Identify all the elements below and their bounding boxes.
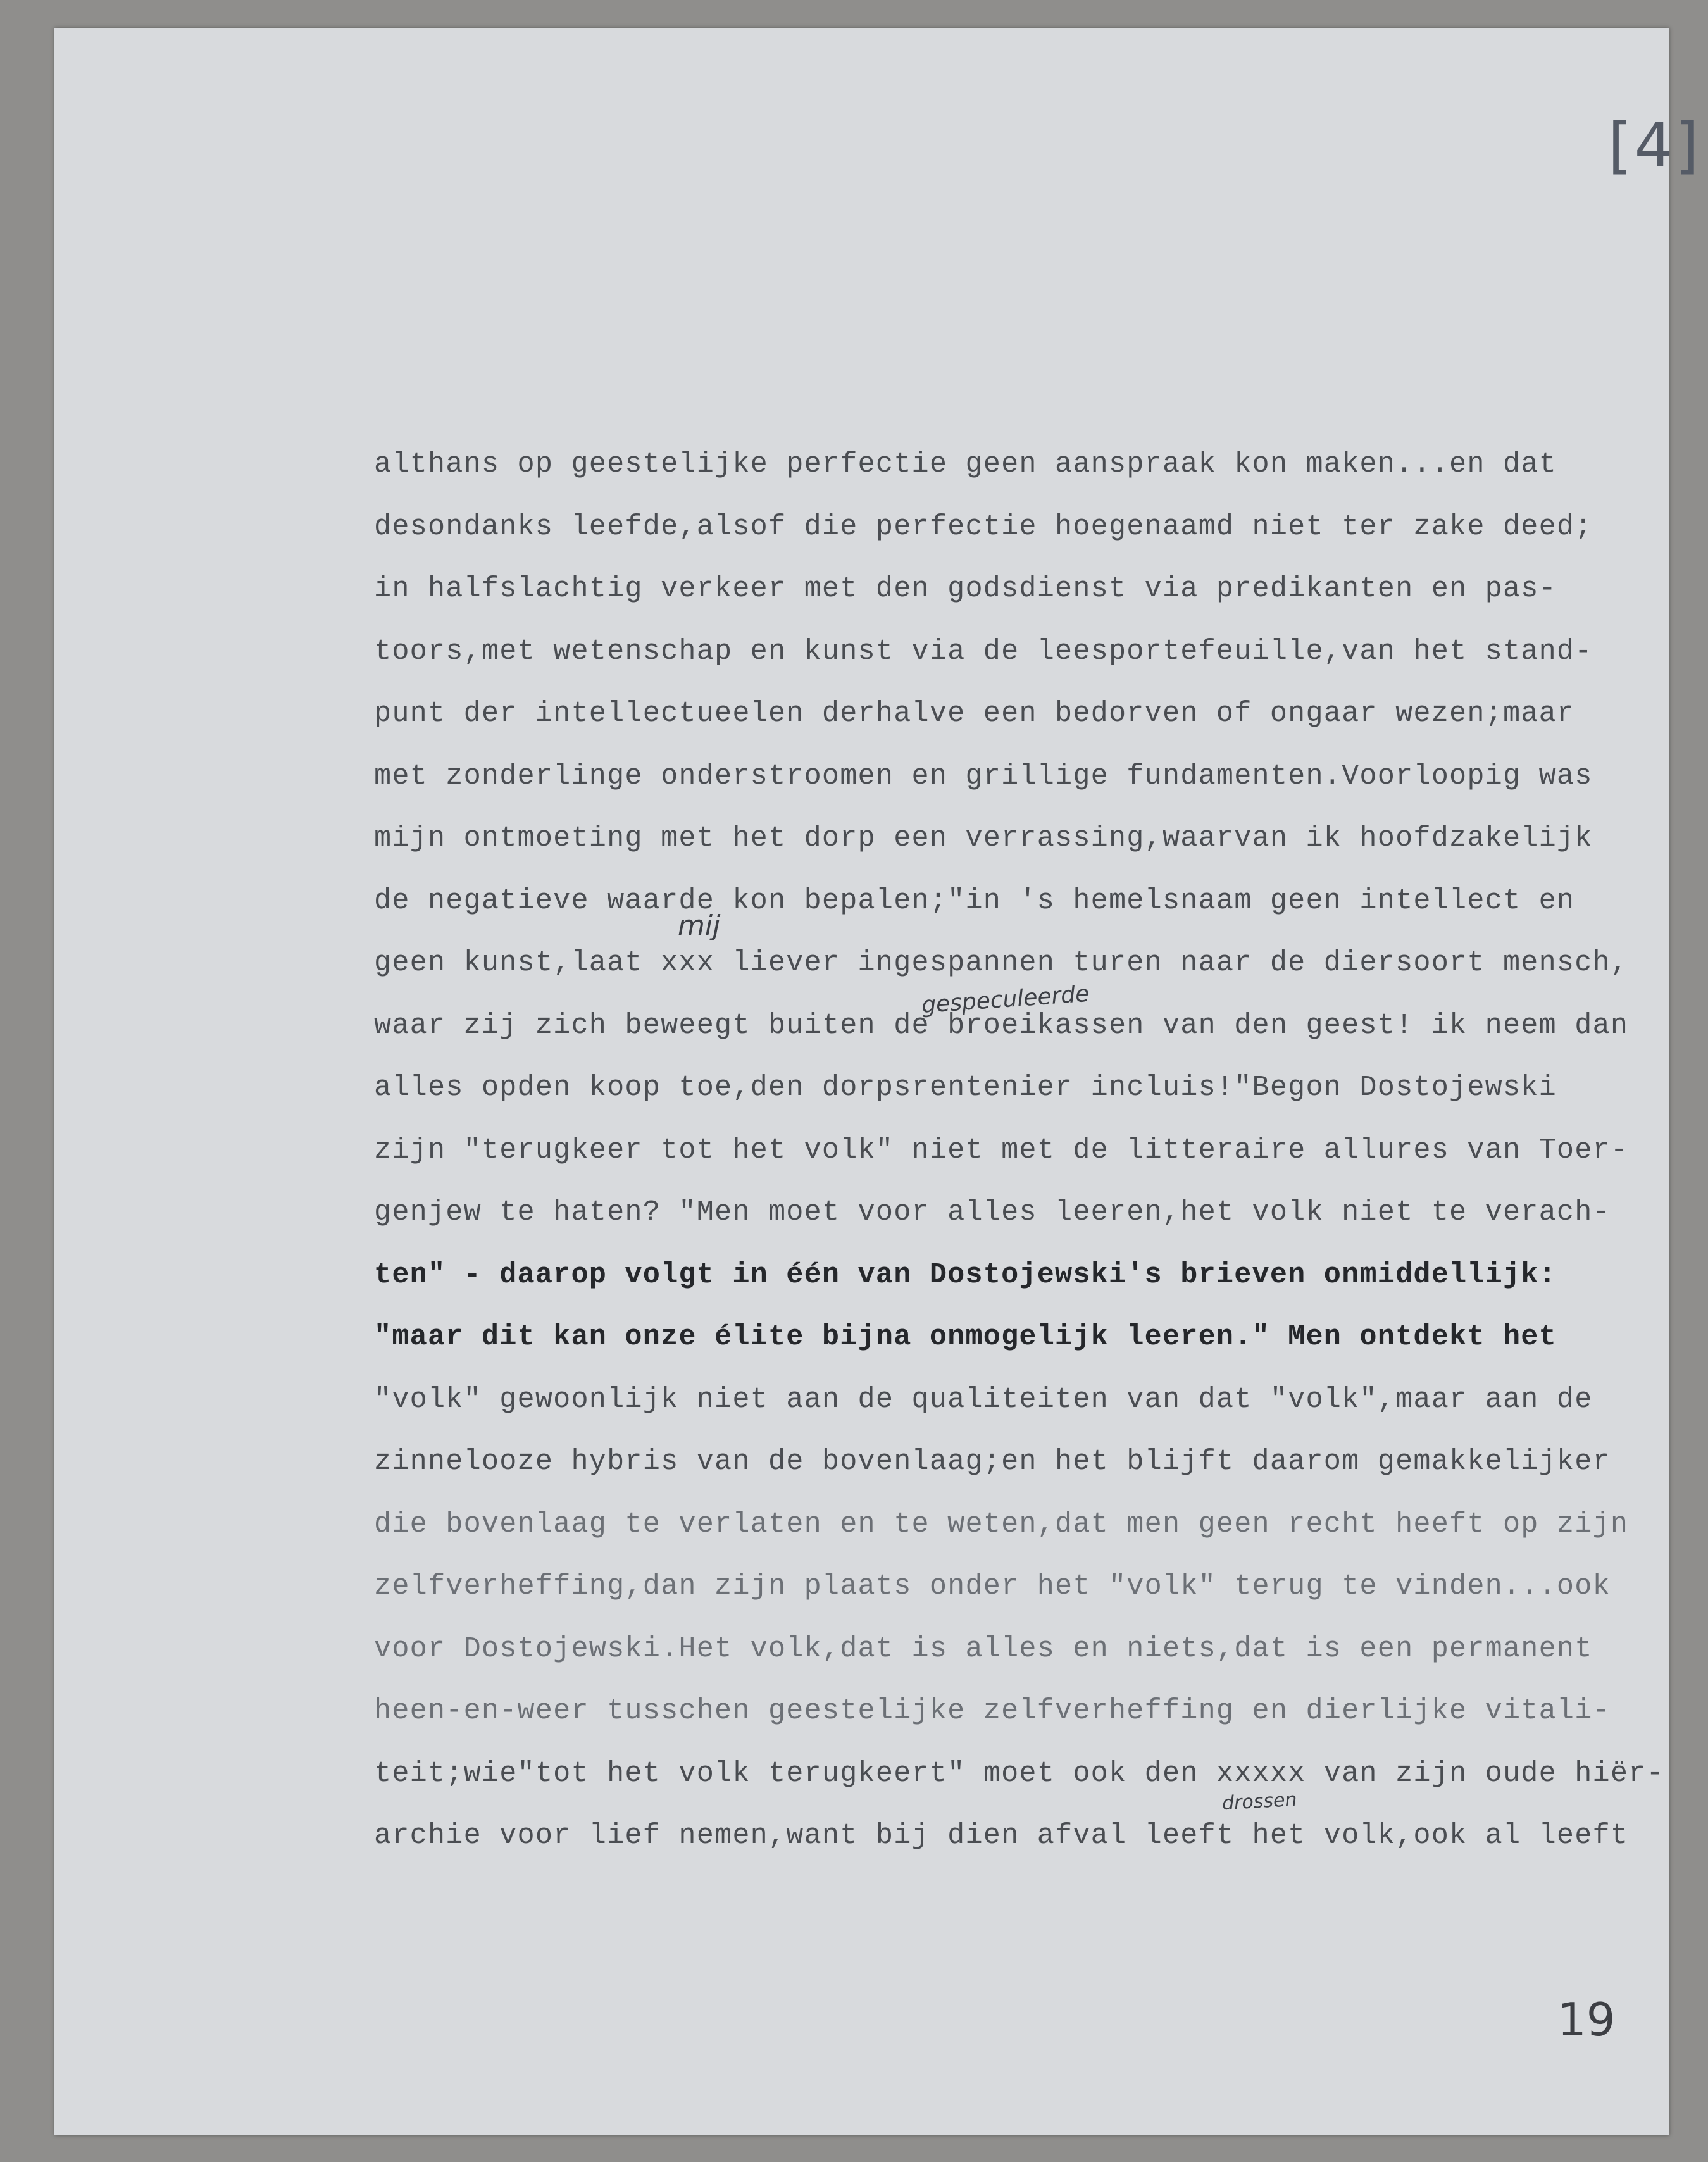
handwritten-insertion-drossen: drossen	[1221, 1788, 1298, 1815]
text-line: teit;wie"tot het volk terugkeert" moet ook den xxxxx van zijn oude hiër-	[374, 1756, 1664, 1790]
text-line: die bovenlaag te verlaten en te weten,dat men geen recht heeft op zijn	[374, 1507, 1629, 1540]
page-number: [4]	[1608, 110, 1702, 181]
text-line: althans op geestelijke perfectie geen aanspraak kon maken...en dat	[374, 447, 1557, 480]
folio-number: 19	[1557, 1993, 1616, 2046]
text-line: met zonderlinge onderstroomen en grillige fundamenten.Voorloopig was	[374, 759, 1593, 792]
text-line: in halfslachtig verkeer met den godsdienst via predikanten en pas-	[374, 572, 1557, 605]
manuscript-page	[54, 28, 1702, 2135]
handwritten-insertion-gespeculeerde: gespeculeerde	[920, 980, 1090, 1019]
text-line: toors,met wetenschap en kunst via de leesportefeuille,van het stand-	[374, 634, 1593, 668]
text-line: mijn ontmoeting met het dorp een verrassing,waarvan ik hoofdzakelijk	[374, 822, 1593, 854]
typescript-body	[374, 433, 1708, 1867]
text-line: de negatieve waarde kon bepalen;"in 's hemelsnaam geen intellect en	[374, 884, 1575, 917]
text-line: zijn "terugkeer tot het volk" niet met de litteraire allures van Toer-	[374, 1133, 1629, 1166]
text-line: zelfverheffing,dan zijn plaats onder het "volk" terug te vinden...ook	[374, 1570, 1611, 1603]
text-line: punt der intellectueelen derhalve een bedorven of ongaar wezen;maar	[374, 697, 1575, 730]
text-line: "volk" gewoonlijk niet aan de qualiteiten van dat "volk",maar aan de	[374, 1382, 1593, 1416]
handwritten-insertion-mij: mij	[678, 909, 721, 942]
text-line: geen kunst,laat xxx liever ingespannen turen naar de diersoort mensch,	[374, 946, 1629, 979]
text-line: waar zij zich beweegt buiten de broeikassen van den geest! ik neem dan	[374, 1008, 1629, 1042]
text-line: archie voor lief nemen,want bij dien afval leeft het volk,ook al leeft	[374, 1819, 1629, 1852]
text-line: heen-en-weer tusschen geestelijke zelfverheffing en dierlijke vitali-	[374, 1694, 1611, 1727]
text-line: zinnelooze hybris van de bovenlaag;en het blijft daarom gemakkelijker	[374, 1445, 1611, 1478]
text-line: alles opden koop toe,den dorpsrentenier incluis!"Begon Dostojewski	[374, 1071, 1557, 1104]
text-line: "maar dit kan onze élite bijna onmogelijk leeren." Men ontdekt het	[374, 1320, 1557, 1353]
text-line: voor Dostojewski.Het volk,dat is alles en niets,dat is een permanent	[374, 1632, 1593, 1665]
text-line: desondanks leefde,alsof die perfectie hoegenaamd niet ter zake deed;	[374, 509, 1593, 543]
text-line: genjew te haten? "Men moet voor alles leeren,het volk niet te verach-	[374, 1196, 1611, 1228]
text-line: ten" - daarop volgt in één van Dostojewski's brieven onmiddellijk:	[374, 1258, 1557, 1291]
